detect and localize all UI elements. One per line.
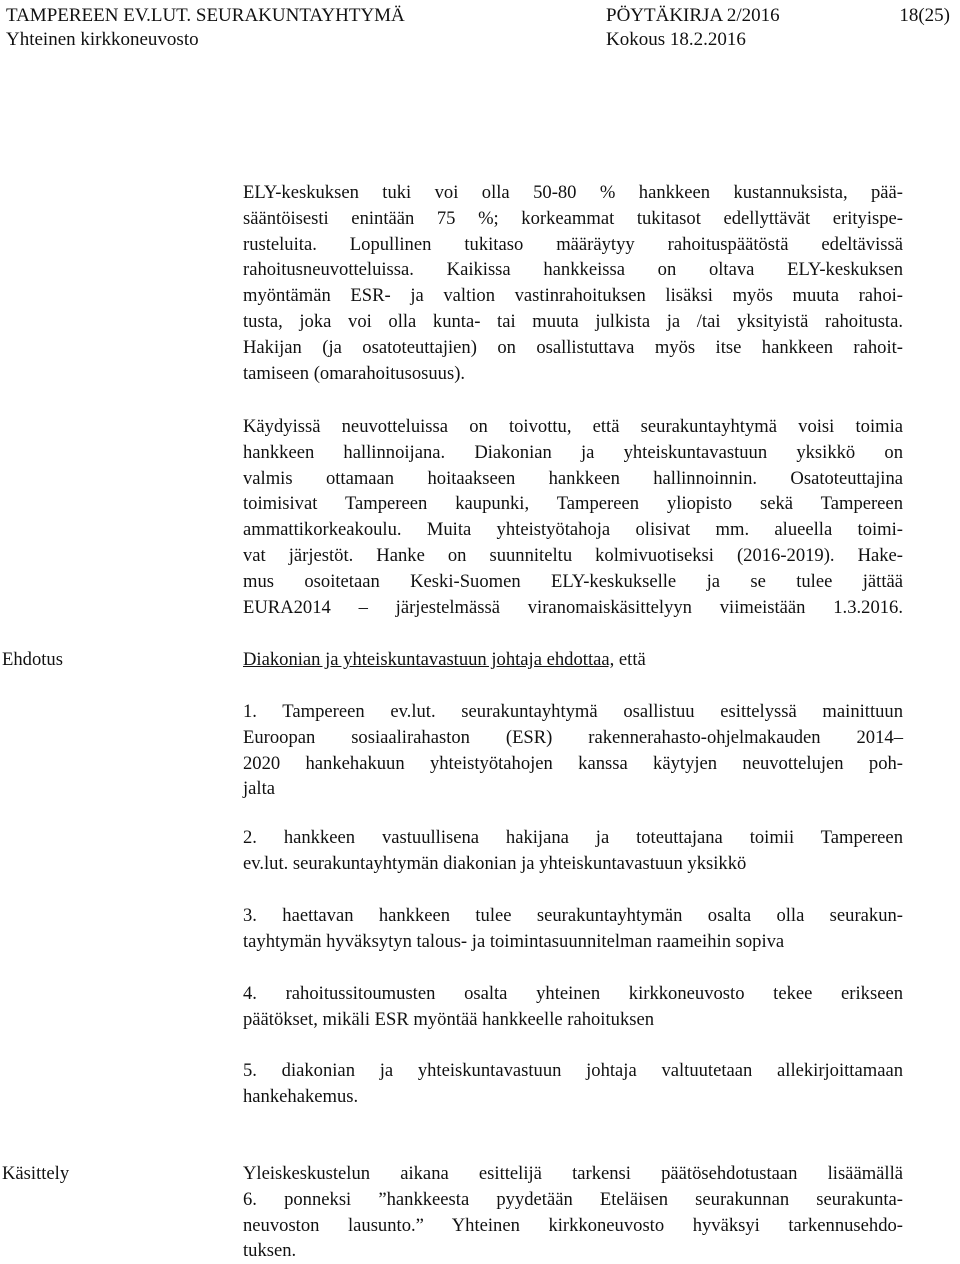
text-line: hankkeen hallinnoijana. Diakonian ja yhteiskuntavastuun yksikkö on — [243, 441, 903, 463]
proposal-lead-underlined: Diakonian ja yhteiskuntavastuun johtaja ehdottaa, — [243, 649, 615, 670]
text-line: rahoitusneuvotteluissa. Kaikissa hankkeissa on oltava ELY-keskuksen — [243, 259, 903, 281]
proposal-label: Ehdotus — [2, 649, 63, 670]
text-line: rusteluita. Lopullinen tukitaso määräytyy rahoituspäätöstä edeltävissä — [243, 233, 903, 255]
text-line: neuvoston lausunto.” Yhteinen kirkkoneuvosto hyväksyi tarkennusehdo- — [243, 1214, 903, 1236]
page-number: 18(25) — [899, 5, 950, 26]
text-line: 6. ponneksi ”hankkeesta pyydetään Eteläisen seurakunnan seurakunta- — [243, 1188, 903, 1210]
meeting-date: Kokous 18.2.2016 — [606, 29, 746, 50]
text-line: Käydyissä neuvotteluissa on toivottu, että seurakuntayhtymä voisi toimia — [243, 416, 903, 437]
text-line: mus osoitetaan Keski-Suomen ELY-keskukselle ja se tulee jättää — [243, 570, 903, 592]
text-line: Yleiskeskustelun aikana esittelijä tarkensi päätösehdotustaan lisäämällä — [243, 1163, 903, 1184]
intro-paragraph-2 — [243, 414, 903, 620]
proposal-item-5 — [243, 1058, 903, 1110]
proposal-item-3 — [243, 903, 903, 955]
text-line: valmis ottamaan hoitaakseen hankkeen hallinnoinnin. Osatoteuttajina — [243, 467, 903, 489]
text-line: tayhtymän hyväksytyn talous- ja toimintasuunnitelman raameihin sopiva — [243, 930, 785, 952]
governing-body: Yhteinen kirkkoneuvosto — [6, 29, 199, 50]
text-line: tusta, joka voi olla kunta- tai muuta julkista ja /tai yksityistä rahoitusta. — [243, 310, 903, 332]
text-line: Hakijan (ja osatoteuttajien) on osallistuttava myös itse hankkeen rahoit- — [243, 336, 903, 358]
text-line: hankehakemus. — [243, 1085, 359, 1107]
text-line: 1. Tampereen ev.lut. seurakuntayhtymä osallistuu esittelyssä mainittuun — [243, 701, 903, 722]
text-line: päätökset, mikäli ESR myöntää hankkeelle rahoituksen — [243, 1008, 655, 1030]
organization-name: TAMPEREEN EV.LUT. SEURAKUNTAYHTYMÄ — [6, 5, 405, 26]
text-line: 2. hankkeen vastuullisena hakijana ja toteuttajana toimii Tampereen — [243, 827, 903, 848]
text-line: 5. diakonian ja yhteiskuntavastuun johtaja valtuutetaan allekirjoittamaan — [243, 1060, 903, 1081]
intro-paragraph-1 — [243, 180, 903, 386]
handling-paragraph — [243, 1161, 903, 1264]
text-line: toimisivat Tampereen kaupunki, Tampereen yliopisto sekä Tampereen — [243, 493, 903, 515]
proposal-item-4 — [243, 981, 903, 1033]
proposal-lead — [243, 647, 903, 673]
handling-label: Käsittely — [2, 1163, 70, 1184]
proposal-item-1 — [243, 699, 903, 802]
text-line: 4. rahoitussitoumusten osalta yhteinen kirkkoneuvosto tekee erikseen — [243, 983, 903, 1004]
text-line: sääntöisesti enintään 75 %; korkeammat tukitasot edellyttävät erityispe- — [243, 207, 903, 229]
proposal-item-2 — [243, 825, 903, 877]
text-line: ev.lut. seurakuntayhtymän diakonian ja yhteiskuntavastuun yksikkö — [243, 852, 747, 874]
page-header — [6, 4, 950, 52]
text-line: EURA2014 – järjestelmässä viranomaiskäsittelyyn viimeistään 1.3.2016. — [243, 596, 903, 618]
text-line: vat järjestöt. Hanke on suunniteltu kolmivuotiseksi (2016-2019). Hake- — [243, 544, 903, 566]
text-line: tuksen. — [243, 1240, 297, 1262]
text-line: tamiseen (omarahoitusosuus). — [243, 362, 466, 384]
text-line: 3. haettavan hankkeen tulee seurakuntayhtymän osalta olla seurakun- — [243, 905, 903, 926]
text-line: myöntämän ESR- ja valtion vastinrahoituksen lisäksi myös muuta rahoi- — [243, 285, 903, 307]
text-line: jalta — [243, 778, 276, 800]
text-line: ELY-keskuksen tuki voi olla 50-80 % hankkeen kustannuksista, pää- — [243, 182, 903, 203]
text-line: ammattikorkeakoulu. Muita yhteistyötahoja olisivat mm. alueella toimi- — [243, 519, 903, 541]
document-type: PÖYTÄKIRJA 2/2016 — [606, 5, 780, 26]
text-line: Euroopan sosiaalirahaston (ESR) rakennerahasto-ohjelmakauden 2014– — [243, 726, 903, 748]
text-line: 2020 hankehakuun yhteistyötahojen kanssa käytyjen neuvottelujen poh- — [243, 752, 903, 774]
proposal-lead-rest: että — [614, 649, 646, 670]
